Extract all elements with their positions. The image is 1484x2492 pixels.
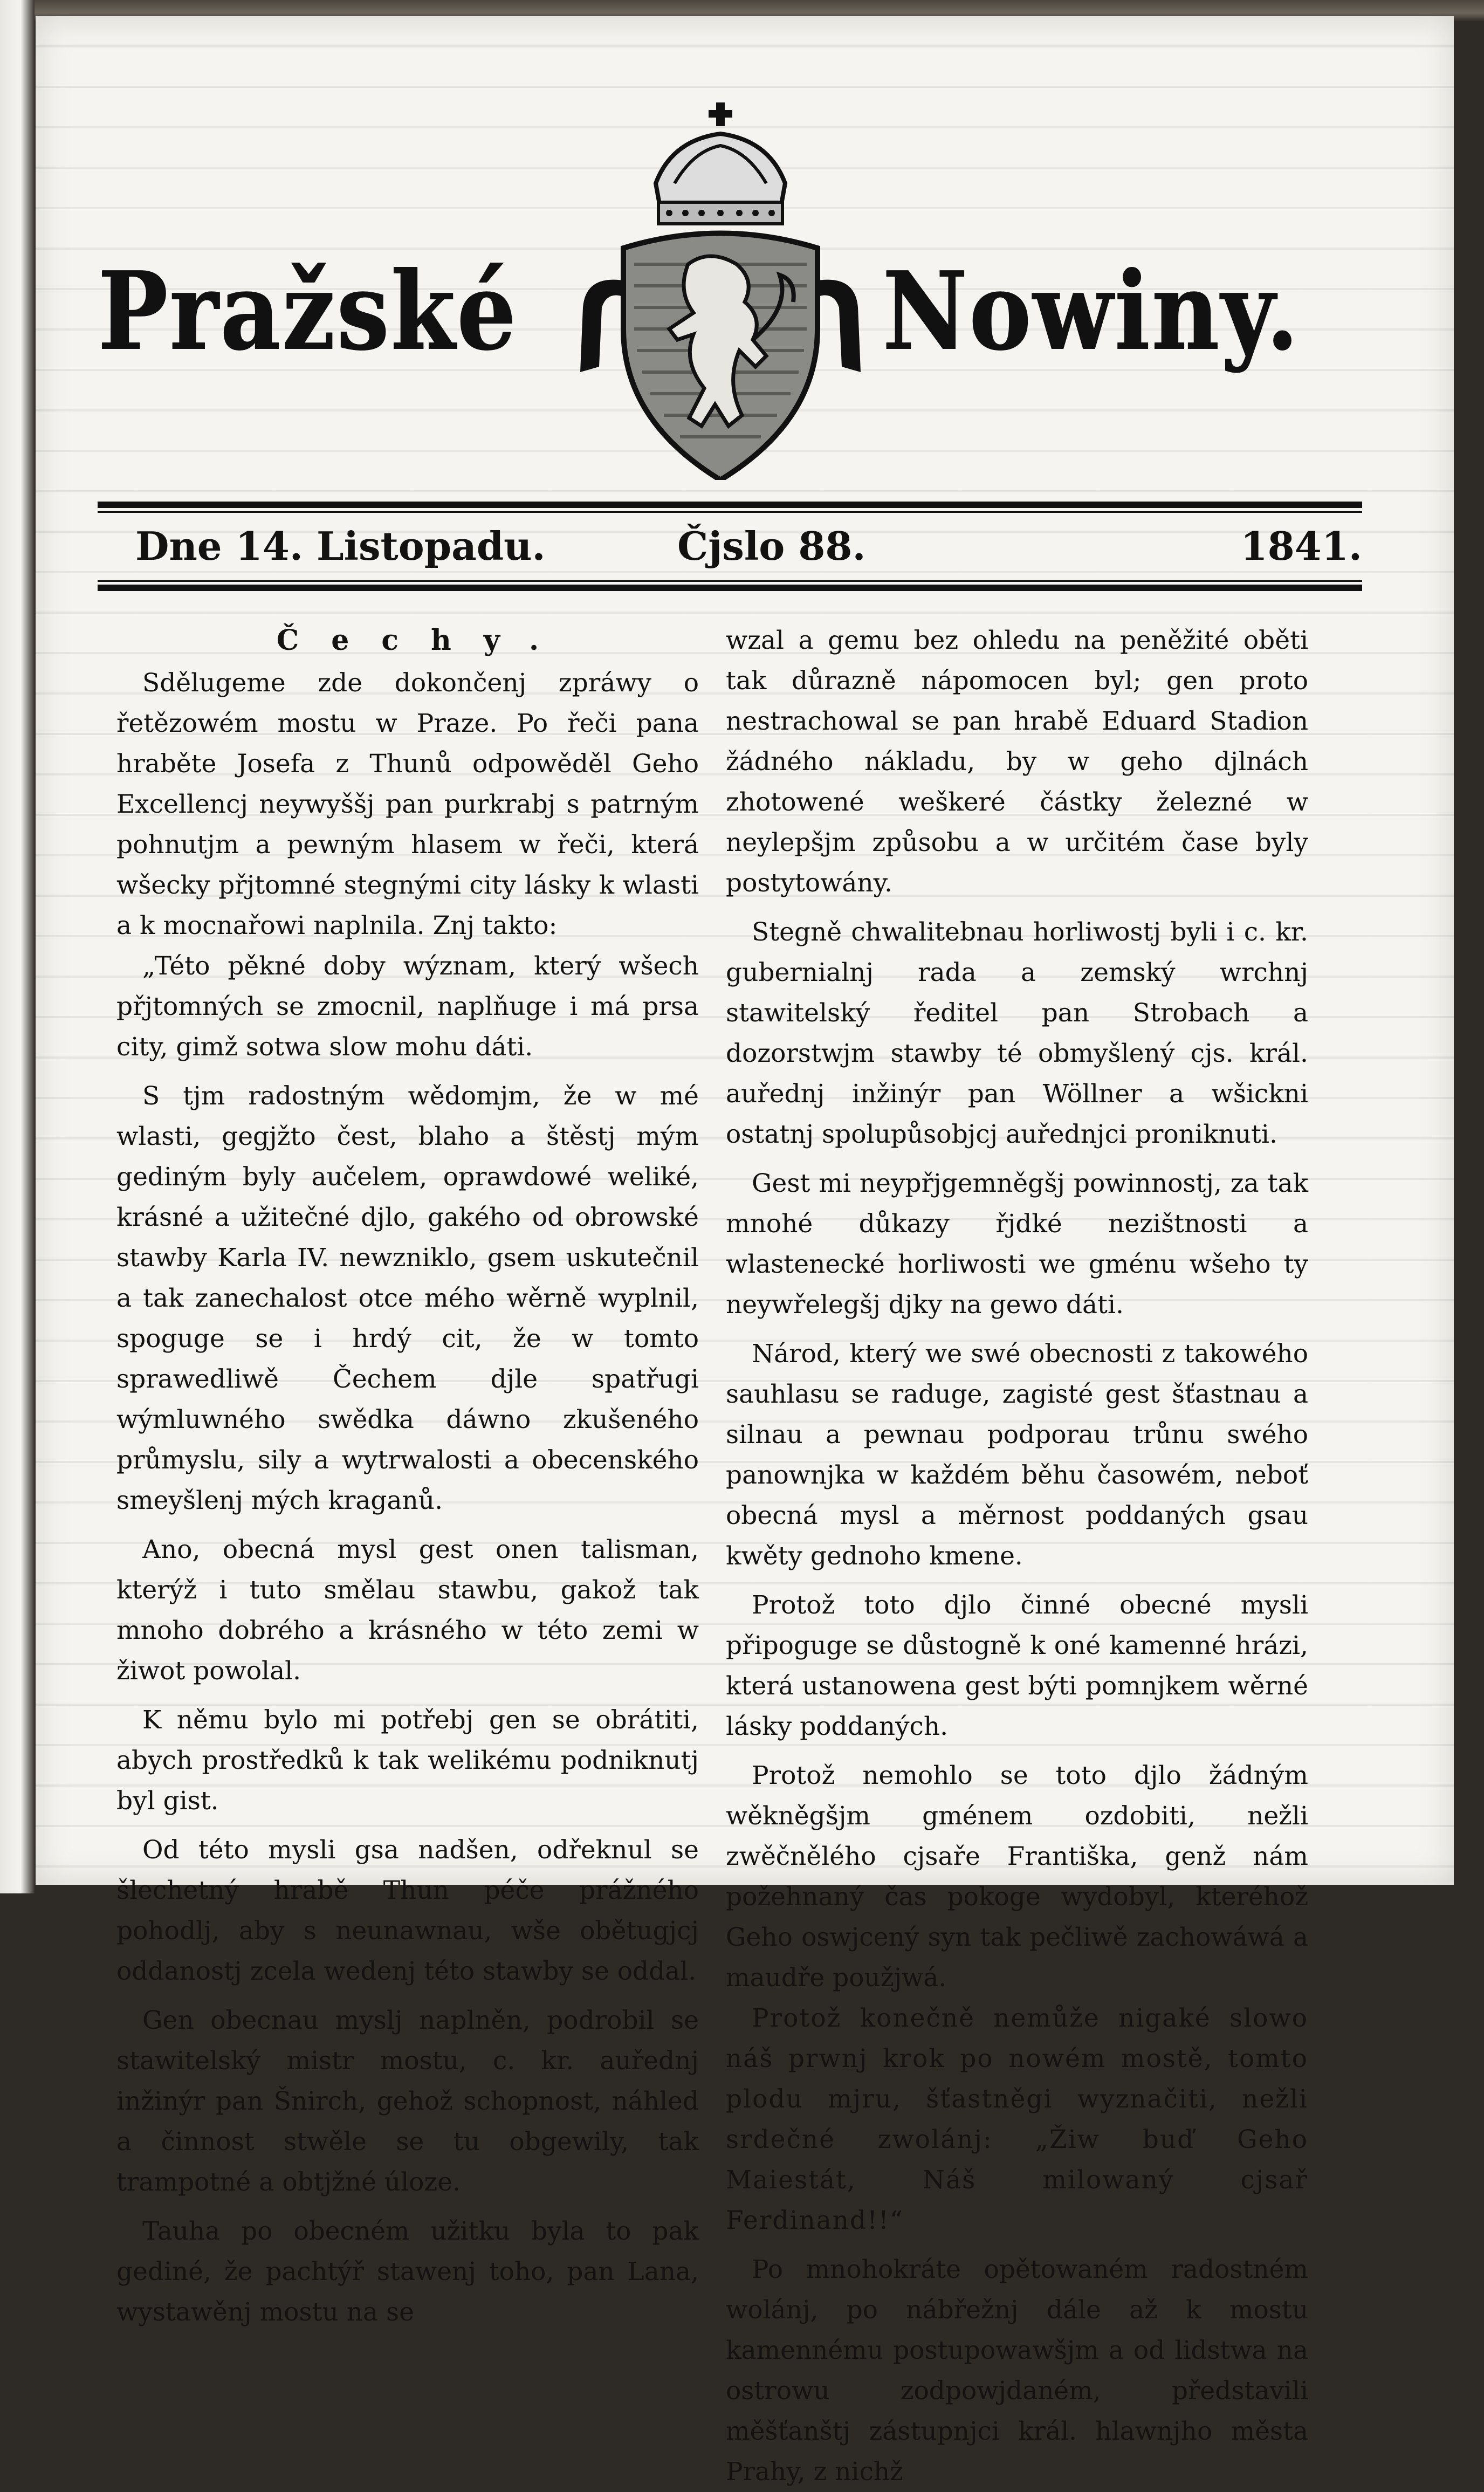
issue-number: Čjslo 88.: [677, 523, 866, 569]
bottom-rule-thin: [98, 580, 1362, 582]
paragraph: Protož toto djlo činné obecné mysli připoguge se důstogně k oné kamenné hrázi, která ustanowena gest býti pomnjkem wěrné lásky poddaných.: [726, 1590, 1308, 1741]
ribbon-right: [817, 280, 861, 372]
newspaper-page: [36, 16, 1454, 2487]
paragraph: Ano, obecná mysl gest onen talisman, kterýž i tuto smělau stawbu, gakož tak mnoho dobrého a krásného w této zemi w žiwot powolal.: [116, 1535, 699, 1686]
paragraph: Protož konečně nemůže nigaké slowo náš prwnj krok po nowém mostě, tomto plodu mjru, šťastněgi wyznačiti, nežli srdečné zwolánj: „Žiw buď Geho Maiestát, Náš milowaný cjsař Ferdinand!!“: [726, 2003, 1308, 2235]
paragraph: Gest mi neypřjgemněgšj powinnostj, za tak mnohé důkazy řjdké nezištnosti a wlastenecké horliwosti we gménu wšeho ty neywřelegšj djky na gewo dáti.: [726, 1169, 1308, 1320]
crown-cross-bar: [709, 110, 732, 118]
scan-edge-left: [0, 0, 35, 1893]
ribbon-left: [580, 280, 623, 372]
article-column-right: [726, 620, 1308, 2492]
masthead-title-right: Nowiny.: [882, 248, 1300, 375]
issue-year: 1841.: [1240, 523, 1362, 569]
paragraph: Od této mysli gsa nadšen, odřeknul se šlechetný hrabě Thun péče prážného pohodlj, aby s neunawnau, wše obětugjcj oddanostj zcela wedenj této stawby se oddal.: [116, 1835, 699, 1986]
paragraph: Protož nemohlo se toto djlo žádným wěkněgšjm gménem ozdobiti, nežli zwěčnělého cjsaře Františka, genž nám požehnaný čas pokoge wydobyl, kteréhož Geho oswjcený syn tak pečliwě zachowáwá a maudře použjwá.: [726, 1761, 1308, 1993]
paragraph: Sdělugeme zde dokončenj zpráwy o řetězowém mostu w Praze. Po řeči pana hraběte Josefa z Thunů odpowěděl Geho Excellencj neywyššj pan purkrabj s patrným pohnutjm a pewným hlasem w řeči, která wšecky přjtomné stegnými city lásky k wlasti a k mocnařowi naplnila. Znj takto:: [116, 668, 699, 940]
paragraph: wzal a gemu bez ohledu na peněžité oběti tak důrazně nápomocen byl; gen proto nestrachowal se pan hrabě Eduard Stadion žádného nákladu, by w geho djlnách zhotowené weškeré částky železné w neylepšjm způsobu a w určitém čase byly postytowány.: [726, 626, 1308, 898]
top-rule-thick: [98, 502, 1362, 508]
bottom-rule-thick: [98, 585, 1362, 591]
paragraph: Tauha po obecném užitku byla to pak gediné, že pachtýř stawenj toho, pan Lana, wystawěnj mostu na se: [116, 2216, 699, 2327]
section-heading: Čechy.: [276, 624, 572, 657]
bohemian-lion-crest-icon: [548, 102, 893, 480]
paragraph: Národ, který we swé obecnosti z takowého sauhlasu se raduge, zagisté gest šťastnau a silnau a pewnau podporau trůnu swého panownjka w každém běhu časowém, neboť obecná mysl a měrnost poddaných gsau kwěty gednoho kmene.: [726, 1339, 1308, 1571]
paragraph: „Této pěkné doby wýznam, který wšech přjtomných se zmocnil, naplňuge i má prsa city, gimž sotwa slow mohu dáti.: [116, 951, 699, 1062]
paragraph: K němu bylo mi potřebj gen se obrátiti, abych prostředků k tak welikému podniknutj byl gist.: [116, 1705, 699, 1816]
article-column-left: [116, 620, 699, 2332]
paragraph: Gen obecnau myslj naplněn, podrobil se stawitelský mistr mostu, c. kr. auřednj inžinýr pan Šnirch, gehož schopnost, náhled a činnost stwěle se tu obgewily, tak trampotné a obtjžné úloze.: [116, 2006, 699, 2197]
masthead-title-left: Pražské: [98, 248, 518, 375]
paragraph: S tjm radostným wědomjm, že w mé wlasti, gegjžto čest, blaho a štěstj mým gediným byly aučelem, oprawdowé weliké, krásné a užitečné djlo, gakého od obrowské stawby Karla IV. newzniklo, gsem uskutečnil a tak zanechalost otce mého wěrně wyplnil, spoguge se i hrdý cit, že w tomto sprawedliwě Čechem djle spatřugi wýmluwného swědka dáwno zkušeného průmyslu, sily a wytrwalosti a obecenského smeyšlenj mých kraganů.: [116, 1081, 699, 1515]
masthead: [36, 92, 1454, 480]
paragraph: Stegně chwalitebnau horliwostj byli i c. kr. gubernialnj rada a zemský wrchnj stawitelský ředitel pan Strobach a dozorstwjm stawby té obmyšlený cjs. král. auřednj inžinýr pan Wöllner a wšickni ostatnj spolupůsobjcj auřednjci proniknuti.: [726, 917, 1308, 1149]
issue-date: Dne 14. Listopadu.: [135, 523, 546, 569]
dateline: [98, 512, 1362, 572]
paragraph: Po mnohokráte opětowaném radostném wolánj, po nábřežnj dále až k mostu kamennému postupowawšjm a od lidstwa na ostrowu zodpowjdaném, představili měšťanštj zástupnjci král. hlawnjho města Prahy, z nichž: [726, 2255, 1308, 2487]
